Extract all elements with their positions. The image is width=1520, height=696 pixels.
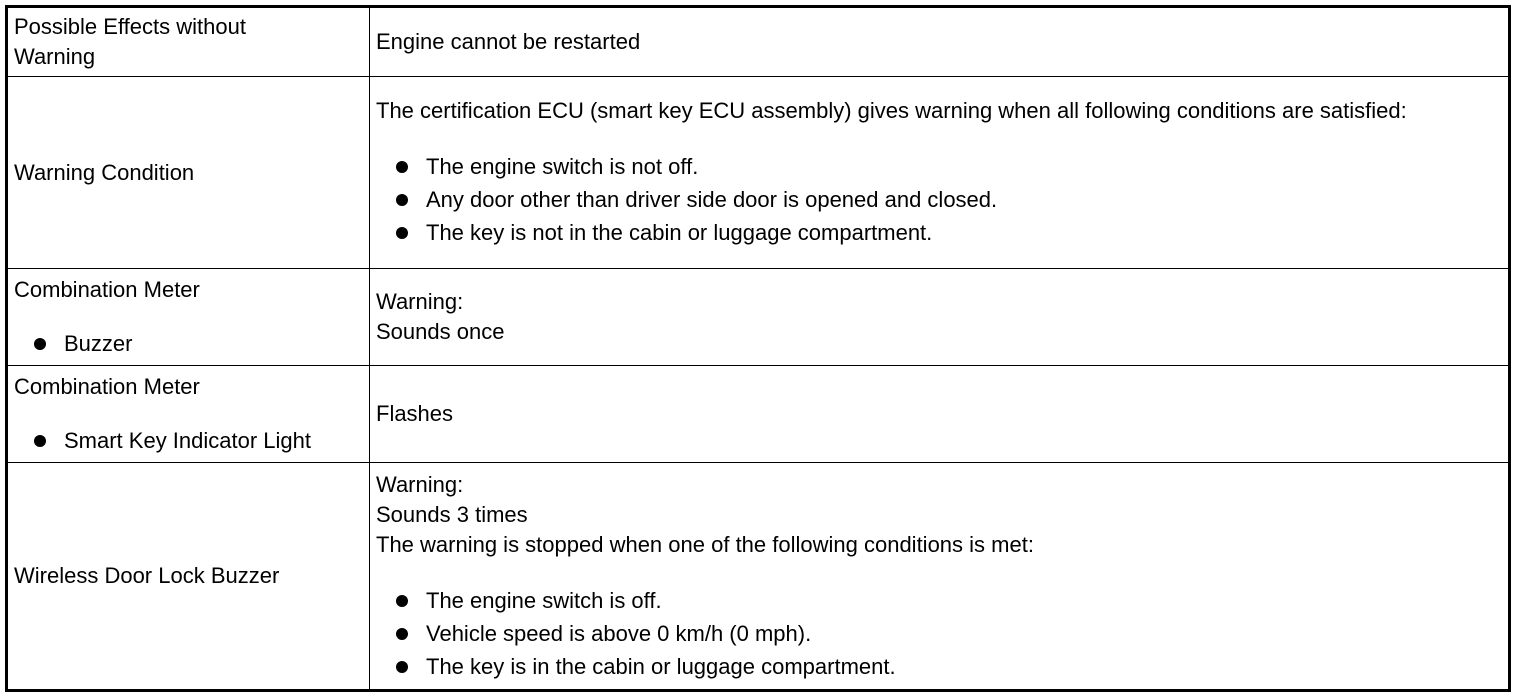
row-label-cell bbox=[7, 366, 370, 463]
warning-spec-table bbox=[5, 5, 1511, 692]
row-value-line: Sounds once bbox=[376, 319, 505, 344]
sub-item-label: Smart Key Indicator Light bbox=[64, 428, 312, 453]
list-item-text: Vehicle speed is above 0 km/h (0 mph). bbox=[426, 620, 812, 646]
bullet-icon bbox=[396, 628, 408, 640]
list-item bbox=[376, 183, 1508, 216]
bullet-icon bbox=[34, 338, 46, 350]
bullet-icon bbox=[396, 595, 408, 607]
list-item-text: Any door other than driver side door is opened and closed. bbox=[426, 187, 998, 212]
row-value-line: Sounds 3 times bbox=[376, 501, 528, 527]
table-row bbox=[7, 7, 1510, 77]
row-label: Possible Effects without Warning bbox=[14, 14, 246, 69]
row-label-cell bbox=[7, 269, 370, 366]
row-value-text: Flashes bbox=[376, 401, 454, 426]
row-label: Combination Meter bbox=[14, 374, 200, 399]
table-row bbox=[7, 366, 1510, 463]
row-value-cell bbox=[370, 366, 1510, 463]
row-value-line: The warning is stopped when one of the following conditions is met: bbox=[376, 531, 1034, 557]
row-value-text: Engine cannot be restarted bbox=[376, 29, 641, 54]
row-value-line: Warning: bbox=[376, 471, 464, 497]
list-item-text: The engine switch is off. bbox=[426, 587, 662, 613]
row-label: Wireless Door Lock Buzzer bbox=[14, 563, 280, 588]
row-intro-text: The certification ECU (smart key ECU assembly) gives warning when all following conditions are satisfied: bbox=[376, 98, 1407, 123]
bullet-icon bbox=[34, 435, 46, 447]
row-label-cell bbox=[7, 77, 370, 269]
list-item bbox=[376, 216, 1508, 249]
bullet-icon bbox=[396, 194, 408, 206]
list-item bbox=[376, 584, 1508, 617]
stop-condition-bullet-list bbox=[376, 584, 1508, 683]
list-item bbox=[376, 650, 1508, 683]
sub-item bbox=[14, 426, 369, 456]
list-item bbox=[376, 617, 1508, 650]
row-label-cell bbox=[7, 463, 370, 691]
row-value-cell bbox=[370, 7, 1510, 77]
sub-item bbox=[14, 329, 369, 359]
row-label: Warning Condition bbox=[14, 159, 195, 185]
condition-bullet-list bbox=[376, 150, 1508, 249]
table-row bbox=[7, 463, 1510, 691]
row-label-cell bbox=[7, 7, 370, 77]
table-row bbox=[7, 77, 1510, 269]
list-item-text: The engine switch is not off. bbox=[426, 154, 699, 179]
bullet-icon bbox=[396, 227, 408, 239]
bullet-icon bbox=[396, 161, 408, 173]
bullet-icon bbox=[396, 661, 408, 673]
table-row bbox=[7, 269, 1510, 366]
row-value-cell bbox=[370, 463, 1510, 691]
row-value-cell bbox=[370, 77, 1510, 269]
row-value-cell bbox=[370, 269, 1510, 366]
row-value-line: Warning: bbox=[376, 289, 464, 314]
list-item bbox=[376, 150, 1508, 183]
row-label: Combination Meter bbox=[14, 277, 200, 302]
sub-item-label: Buzzer bbox=[64, 331, 133, 356]
list-item-text: The key is in the cabin or luggage compartment. bbox=[426, 653, 896, 679]
list-item-text: The key is not in the cabin or luggage compartment. bbox=[426, 220, 933, 245]
